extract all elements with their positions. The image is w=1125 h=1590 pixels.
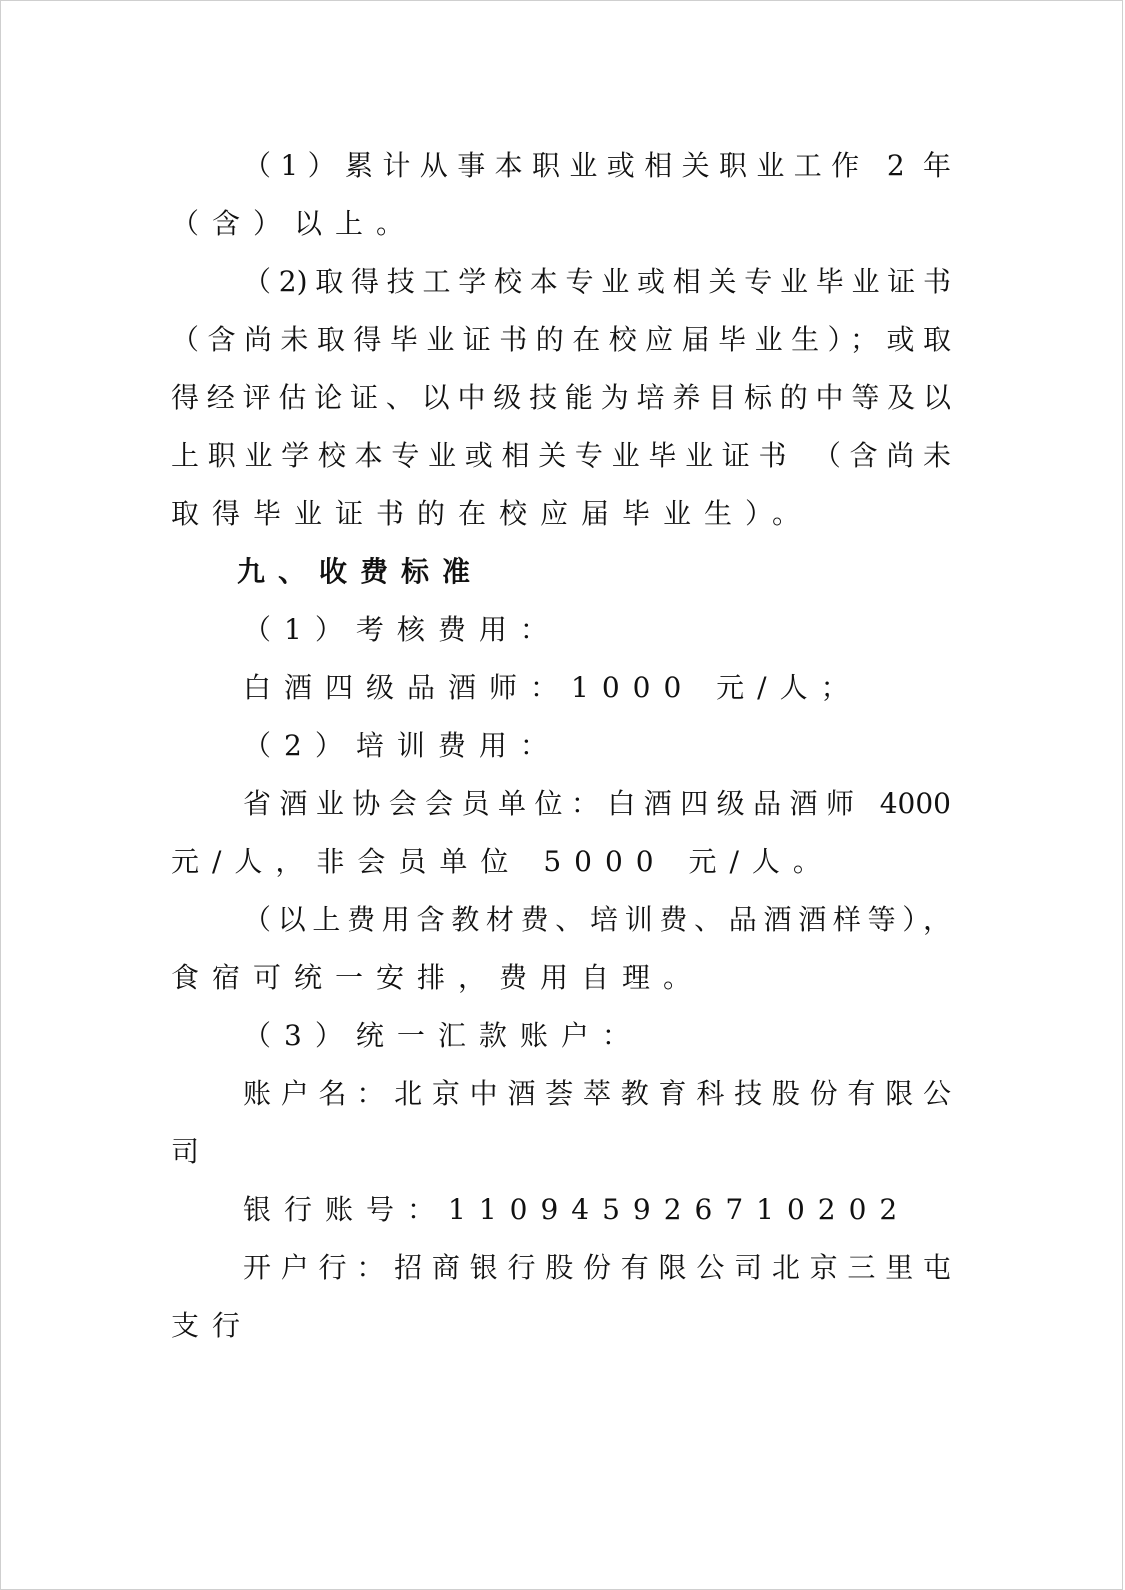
text-line-requirement-1: （1）累计从事本职业或相关职业工作 2 年 <box>243 149 951 182</box>
text-line-requirement-2-cont2: 得经评估论证、以中级技能为培养目标的中等及以 <box>171 381 951 414</box>
text-line-requirement-1-cont: （含）以上。 <box>171 207 418 240</box>
text-line-fee-note: （以上费用含教材费、培训费、品酒酒样等）， <box>243 903 951 936</box>
text-line-bank-branch-cont: 支行 <box>171 1309 254 1342</box>
text-line-requirement-2-cont3: 上职业学校本专业或相关专业毕业证书 （含尚未 <box>171 439 951 472</box>
text-line-exam-fee-label: （1）考核费用： <box>243 613 561 646</box>
text-line-requirement-2-cont1: （含尚未取得毕业证书的在校应届毕业生）；或取 <box>171 323 951 356</box>
text-line-training-fee-nonmember: 元/人，非会员单位 5000 元/人。 <box>171 845 834 878</box>
text-line-requirement-2: （2)取得技工学校本专业或相关专业毕业证书 <box>243 265 951 298</box>
text-line-training-fee-label: （2）培训费用： <box>243 729 561 762</box>
text-line-fee-note-cont: 食宿可统一安排，费用自理。 <box>171 961 705 994</box>
document-body <box>171 137 951 1355</box>
text-line-remittance-label: （3）统一汇款账户： <box>243 1019 643 1052</box>
section-heading-fees: 九、收费标准 <box>237 555 484 588</box>
text-line-account-name: 账户名：北京中酒荟萃教育科技股份有限公 <box>243 1077 951 1110</box>
text-line-exam-fee-value: 白酒四级品酒师：1000 元/人； <box>243 671 862 704</box>
text-line-account-number: 银行账号：110945926710202 <box>243 1193 911 1226</box>
text-line-bank-branch: 开户行：招商银行股份有限公司北京三里屯 <box>243 1251 951 1284</box>
text-line-account-name-cont: 司 <box>171 1135 213 1168</box>
text-line-requirement-2-cont4: 取得毕业证书的在校应届毕业生）。 <box>171 497 814 530</box>
text-line-training-fee-member: 省酒业协会会员单位：白酒四级品酒师 4000 <box>243 787 951 820</box>
